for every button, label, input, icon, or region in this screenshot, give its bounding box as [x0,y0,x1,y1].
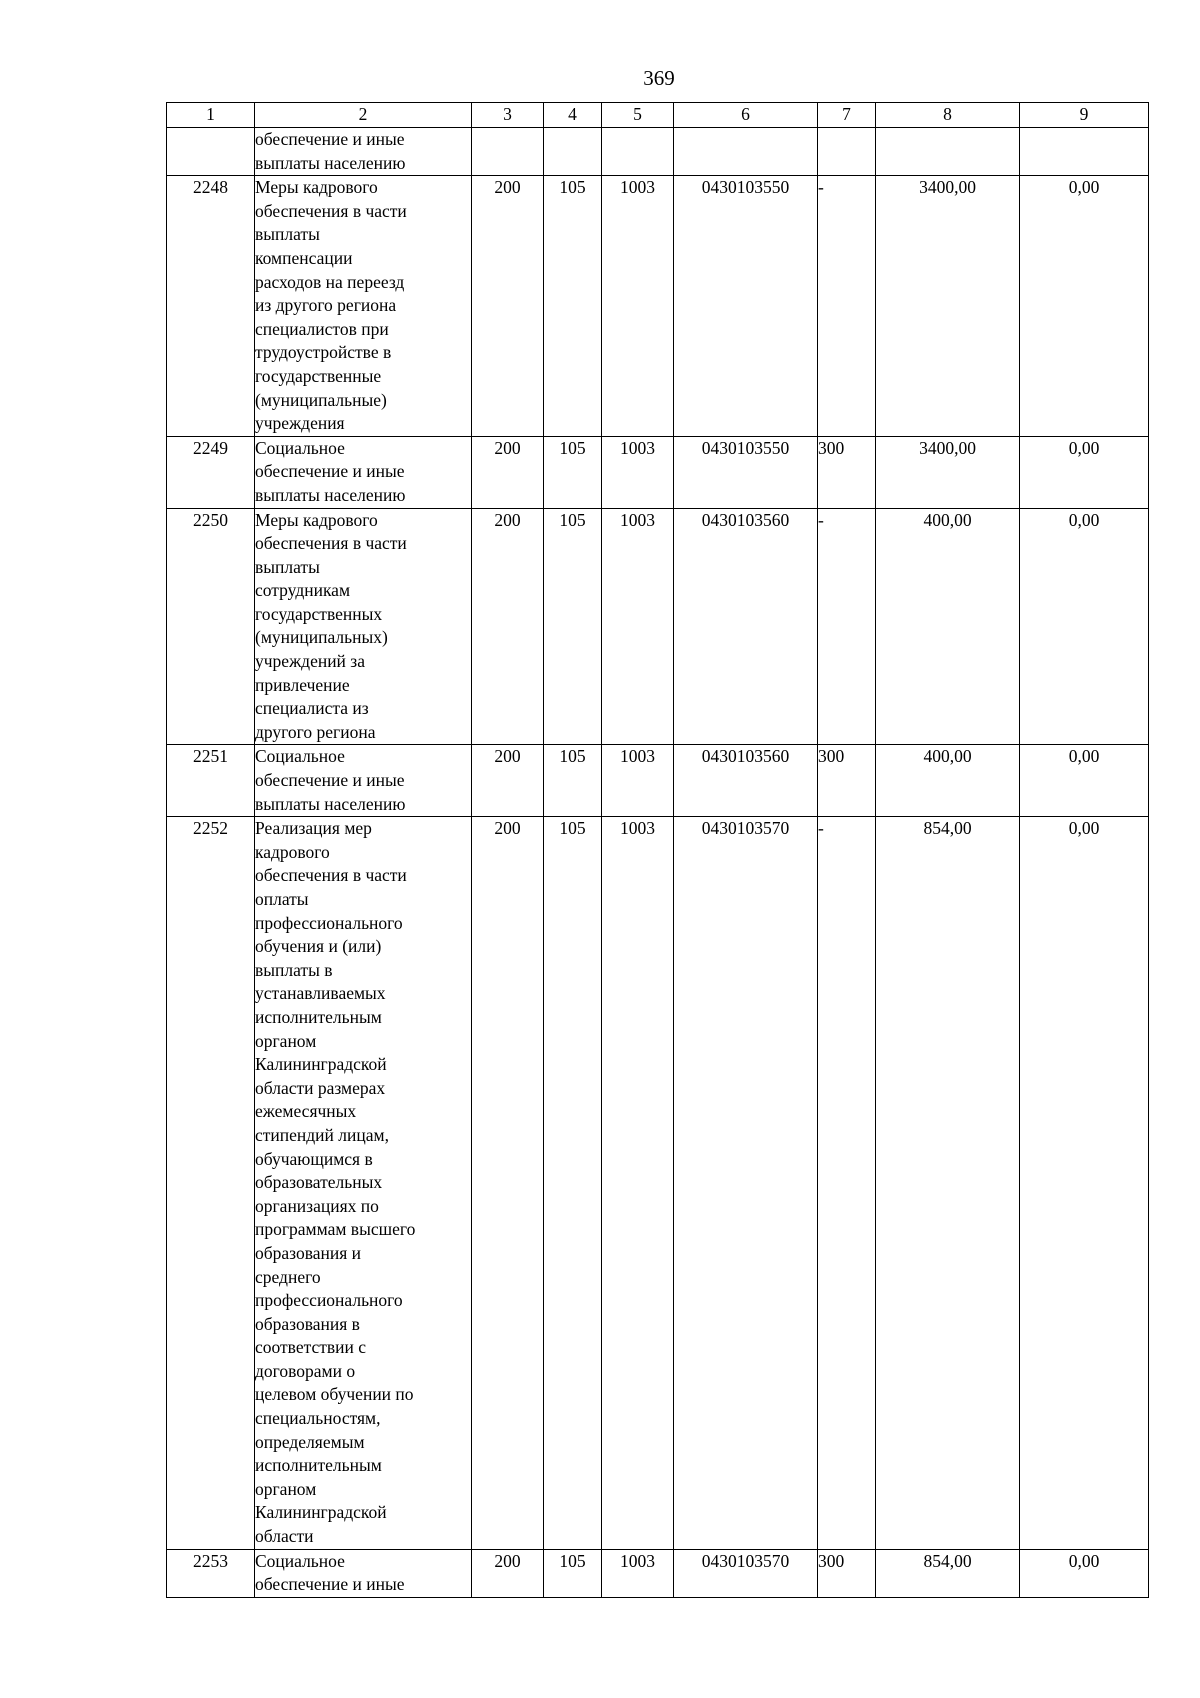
row-description [255,128,472,176]
col-3-value: 200 [472,176,544,437]
col-7-value: 300 [818,436,876,508]
page-number: 369 [643,66,675,90]
col-6-value: 0430103570 [674,817,818,1549]
col-7-value [818,128,876,176]
description-line: образования в [255,1313,360,1334]
description-line: Калининградской [255,1054,387,1075]
description-line: выплаты [255,224,320,245]
row-number: 2250 [167,508,255,745]
col-6-value: 0430103570 [674,1549,818,1597]
col-5-value: 1003 [602,508,674,745]
col-4-value: 105 [544,745,602,817]
col-7-value: 300 [818,745,876,817]
description-line: обеспечения в части [255,200,407,221]
col-9-value: 0,00 [1020,176,1149,437]
col-7-value: - [818,508,876,745]
description-line: государственных [255,603,383,624]
col-4-value [544,128,602,176]
header-cell: 8 [876,103,1020,128]
description-line: оплаты [255,889,309,909]
row-description [255,817,472,1549]
description-line: ежемесячных [255,1101,357,1122]
col-3-value: 200 [472,436,544,508]
description-line: среднего [255,1266,321,1287]
col-4-value: 105 [544,817,602,1549]
description-line: органом [255,1030,317,1051]
col-8-value: 854,00 [876,1549,1020,1597]
description-line: специальностям, [255,1408,381,1429]
description-line: обеспечение и иные [255,1574,405,1595]
description-line: Реализация мер [255,818,372,839]
description-line: области [255,1526,314,1547]
row-description [255,508,472,745]
header-row [167,103,1149,128]
description-line: другого региона [255,721,376,742]
col-8-value: 400,00 [876,508,1020,745]
header-cell: 2 [255,103,472,128]
col-3-value: 200 [472,508,544,745]
description-line: обеспечение и иные [255,129,405,149]
description-line: профессионального [255,912,403,933]
row-number: 2248 [167,176,255,437]
col-3-value [472,128,544,176]
description-line: кадрового [255,841,330,862]
col-8-value: 400,00 [876,745,1020,817]
description-line: специалиста из [255,698,369,719]
col-7-value: - [818,817,876,1549]
col-9-value [1020,128,1149,176]
description-line: соответствии с [255,1337,367,1358]
col-9-value: 0,00 [1020,745,1149,817]
col-6-value: 0430103560 [674,508,818,745]
col-9-value: 0,00 [1020,817,1149,1549]
description-line: сотрудникам [255,580,351,601]
description-line: обеспечение и иные [255,770,405,791]
description-line: выплаты [255,556,320,577]
col-6-value: 0430103550 [674,436,818,508]
description-line: программам высшего [255,1219,416,1240]
col-4-value: 105 [544,1549,602,1597]
table-row [167,436,1149,508]
col-3-value: 200 [472,1549,544,1597]
description-line: Калининградской [255,1502,387,1523]
table-row [167,128,1149,176]
row-number [167,128,255,176]
table-row [167,817,1149,1549]
table-row [167,1549,1149,1597]
description-line: обучения и (или) [255,936,382,957]
description-line: исполнительным [255,1006,382,1027]
description-line: (муниципальных) [255,627,388,648]
col-3-value: 200 [472,745,544,817]
budget-table [166,102,1149,1598]
description-line: учреждений за [255,651,365,672]
col-8-value: 854,00 [876,817,1020,1549]
description-line: устанавливаемых [255,983,386,1004]
row-number: 2251 [167,745,255,817]
col-5-value [602,128,674,176]
row-number: 2249 [167,436,255,508]
description-line: обеспечения в части [255,865,407,886]
col-8-value: 3400,00 [876,176,1020,437]
col-5-value: 1003 [602,1549,674,1597]
description-line: выплаты в [255,959,333,980]
header-cell: 5 [602,103,674,128]
table-row [167,508,1149,745]
description-line: образования и [255,1242,362,1263]
col-5-value: 1003 [602,817,674,1549]
description-line: (муниципальные) [255,389,387,410]
description-line: Социальное [255,746,345,767]
description-line: выплаты населению [255,152,406,173]
row-description [255,745,472,817]
description-line: стипендий лицам, [255,1124,389,1145]
header-cell: 3 [472,103,544,128]
description-line: обеспечение и иные [255,461,405,482]
description-line: Социальное [255,437,345,458]
header-cell: 4 [544,103,602,128]
description-line: компенсации [255,247,353,268]
col-8-value [876,128,1020,176]
col-6-value: 0430103560 [674,745,818,817]
col-6-value: 0430103550 [674,176,818,437]
row-description [255,176,472,437]
table-row [167,176,1149,437]
description-line: расходов на переезд [255,271,405,292]
table-row [167,745,1149,817]
header-cell: 6 [674,103,818,128]
col-7-value: - [818,176,876,437]
header-cell: 7 [818,103,876,128]
description-line: профессионального [255,1290,403,1311]
description-line: выплаты населению [255,484,406,505]
description-line: из другого региона [255,295,397,316]
col-5-value: 1003 [602,436,674,508]
description-line: целевом обучении по [255,1384,414,1405]
description-line: Меры кадрового [255,177,378,198]
col-8-value: 3400,00 [876,436,1020,508]
description-line: обеспечения в части [255,533,407,554]
description-line: области размерах [255,1077,386,1098]
col-3-value: 200 [472,817,544,1549]
col-4-value: 105 [544,508,602,745]
description-line: учреждения [255,413,345,434]
description-line: выплаты населению [255,793,406,814]
col-9-value: 0,00 [1020,508,1149,745]
description-line: государственные [255,365,382,386]
col-4-value: 105 [544,176,602,437]
col-9-value: 0,00 [1020,1549,1149,1597]
col-4-value: 105 [544,436,602,508]
description-line: трудоустройстве в [255,342,392,363]
description-line: договорами о [255,1360,356,1381]
row-description [255,1549,472,1597]
description-line: обучающимся в [255,1148,373,1169]
description-line: образовательных [255,1172,383,1193]
row-number: 2252 [167,817,255,1549]
header-cell: 1 [167,103,255,128]
header-cell: 9 [1020,103,1149,128]
description-line: специалистов при [255,318,389,339]
col-9-value: 0,00 [1020,436,1149,508]
row-number: 2253 [167,1549,255,1597]
description-line: Меры кадрового [255,509,378,530]
description-line: органом [255,1478,317,1499]
description-line: организациях по [255,1195,379,1216]
row-description [255,436,472,508]
description-line: исполнительным [255,1455,382,1476]
table-body [167,128,1149,1598]
description-line: привлечение [255,674,350,695]
description-line: Социальное [255,1550,345,1571]
description-line: определяемым [255,1431,365,1452]
col-7-value: 300 [818,1549,876,1597]
col-6-value [674,128,818,176]
col-5-value: 1003 [602,745,674,817]
col-5-value: 1003 [602,176,674,437]
